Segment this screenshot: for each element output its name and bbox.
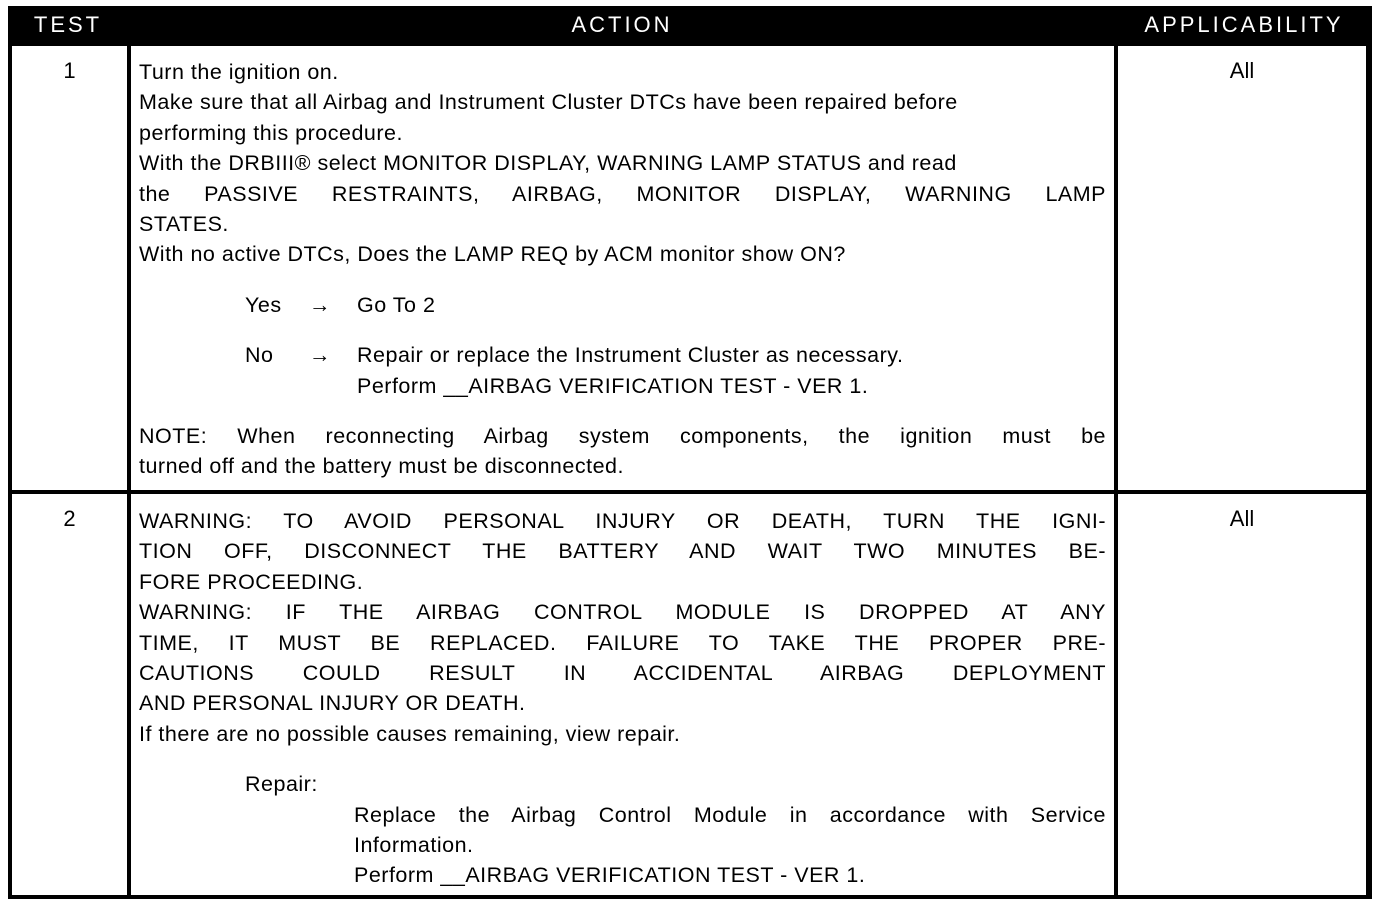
repair-label: Repair: [245, 772, 318, 797]
repair-line: Perform __AIRBAG VERIFICATION TEST - VER 1. [354, 863, 866, 888]
no-action-perform: Perform __AIRBAG VERIFICATION TEST - VER 1. [357, 373, 869, 398]
header-action: ACTION [571, 12, 673, 37]
row-1-line: Make sure that all Airbag and Instrument Cluster DTCs have been repaired before [139, 90, 958, 115]
no-action: Repair or replace the Instrument Cluster as necessary. [357, 343, 904, 368]
right-arrow-icon: → [309, 292, 331, 317]
row-2-line: TIME, IT MUST BE REPLACED. FAILURE TO TAKE THE PROPER PRE- [139, 630, 1106, 655]
row-2-line: AND PERSONAL INJURY OR DEATH. [139, 691, 526, 716]
note-line: NOTE: When reconnecting Airbag system components, the ignition must be [139, 424, 1106, 449]
row-1-line: performing this procedure. [139, 120, 403, 145]
repair-line: Information. [354, 833, 474, 858]
row-1-action [131, 46, 1114, 490]
header-test: TEST [33, 12, 103, 37]
row-2-applicability: All [1118, 494, 1366, 895]
repair-line: Replace the Airbag Control Module in accordance with Service [354, 802, 1106, 827]
right-arrow-icon: → [309, 343, 331, 368]
note-line: turned off and the battery must be disconnected. [139, 454, 624, 479]
row-1-line: Turn the ignition on. [139, 60, 339, 84]
yes-label: Yes [245, 292, 282, 317]
no-response [139, 340, 1106, 370]
row-2-action [131, 494, 1114, 895]
no-label: No [245, 343, 274, 368]
row-1-line: With the DRBIII® select MONITOR DISPLAY, WARNING LAMP STATUS and read [139, 151, 957, 176]
yes-response [139, 290, 1106, 320]
row-2-line: TION OFF, DISCONNECT THE BATTERY AND WAIT TWO MINUTES BE- [139, 539, 1106, 564]
yes-action: Go To 2 [357, 292, 436, 317]
row-1-test-number: 1 [12, 46, 127, 490]
row-2-line: WARNING: TO AVOID PERSONAL INJURY OR DEATH, TURN THE IGNI- [139, 509, 1106, 533]
row-2-test-number: 2 [12, 494, 127, 895]
row-2-line: FORE PROCEEDING. [139, 569, 364, 594]
row-1-applicability: All [1118, 46, 1366, 490]
header-applicability: APPLICABILITY [1144, 12, 1344, 37]
row-1-line: With no active DTCs, Does the LAMP REQ by ACM monitor show ON? [139, 242, 846, 267]
row-2-line: WARNING: IF THE AIRBAG CONTROL MODULE IS DROPPED AT ANY [139, 600, 1106, 625]
diagnostic-table [8, 6, 1372, 899]
row-2-line: If there are no possible causes remaining, view repair. [139, 721, 681, 746]
row-1-line: STATES. [139, 212, 229, 237]
row-2-line: CAUTIONS COULD RESULT IN ACCIDENTAL AIRBAG DEPLOYMENT [139, 661, 1106, 686]
row-1-line: the PASSIVE RESTRAINTS, AIRBAG, MONITOR DISPLAY, WARNING LAMP [139, 181, 1106, 206]
